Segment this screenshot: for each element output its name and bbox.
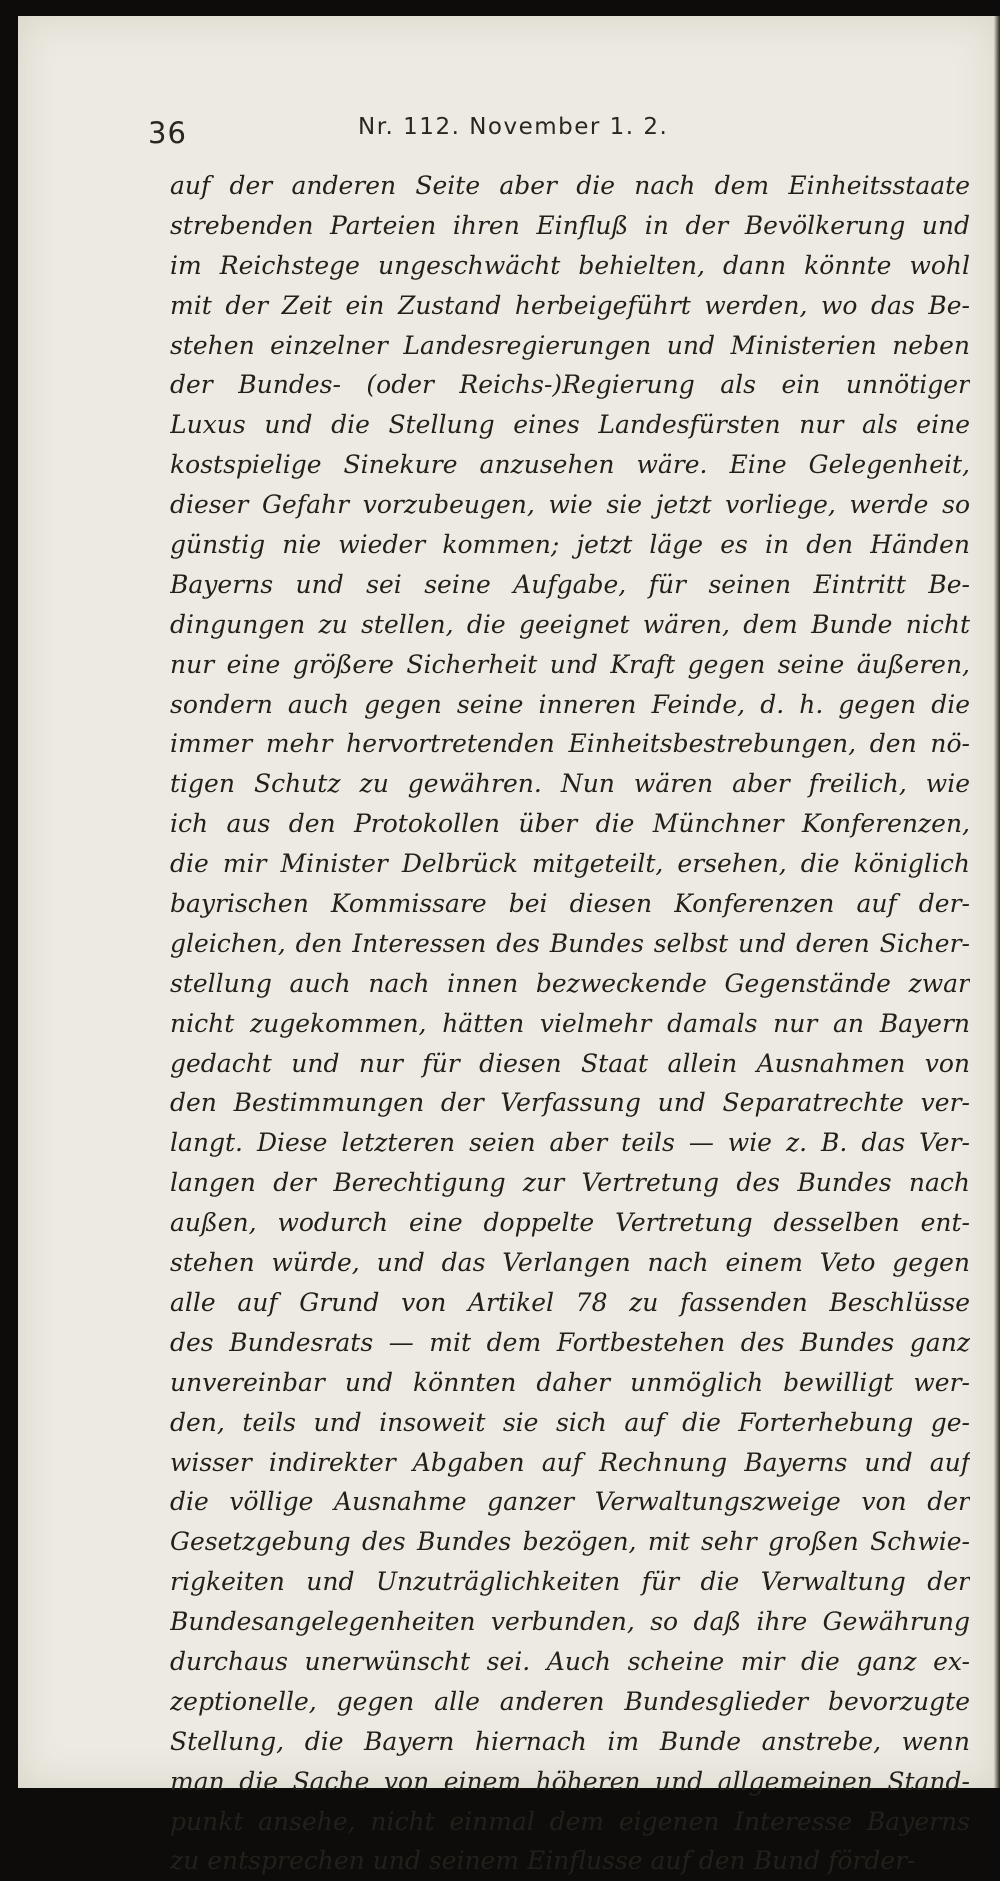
running-title: Nr. 112. November 1. 2. xyxy=(358,114,669,140)
text-line: auf der anderen Seite aber die nach dem Einheitsstaate xyxy=(170,171,970,200)
text-line: Luxus und die Stellung eines Landesfürsten nur als eine xyxy=(170,410,970,440)
text-line: bayrischen Kommissare bei diesen Konferenzen auf der- xyxy=(170,889,970,919)
text-line: Bundesangelegenheiten verbunden, so daß ihre Gewährung xyxy=(170,1607,970,1637)
text-line: strebenden Parteien ihren Einfluß in der Bevölkerung und xyxy=(170,210,970,240)
text-line: zu entsprechen und seinem Einflusse auf den Bund förder- xyxy=(170,1846,916,1876)
text-line: den Bestimmungen der Verfassung und Separatrechte ver- xyxy=(170,1088,970,1118)
text-line: Bayerns und sei seine Aufgabe, für seinen Eintritt Be- xyxy=(170,569,970,599)
text-line: der Bundes- (oder Reichs-)Regierung als ein unnötiger xyxy=(170,370,970,400)
text-line: dingungen zu stellen, die geeignet wären, dem Bunde nicht xyxy=(170,609,970,639)
text-line: gedacht und nur für diesen Staat allein Ausnahmen von xyxy=(170,1048,970,1078)
text-line: durchaus unerwünscht sei. Auch scheine mir die ganz ex- xyxy=(170,1646,970,1676)
text-line: immer mehr hervortretenden Einheitsbestrebungen, den nö- xyxy=(170,729,970,759)
text-line: tigen Schutz zu gewähren. Nun wären aber freilich, wie xyxy=(170,769,970,799)
text-line: stellung auch nach innen bezweckende Gegenstände zwar xyxy=(170,968,970,998)
page-edge xyxy=(994,16,1000,1788)
text-line: den, teils und insoweit sie sich auf die Forterhebung ge- xyxy=(170,1407,970,1437)
text-line: stehen einzelner Landesregierungen und Ministerien neben xyxy=(170,330,970,360)
text-line: langen der Berechtigung zur Vertretung des Bundes nach xyxy=(170,1168,970,1198)
text-line: Stellung, die Bayern hiernach im Bunde anstrebe, wenn xyxy=(170,1726,970,1756)
text-line: sondern auch gegen seine inneren Feinde, d. h. gegen die xyxy=(170,689,970,719)
text-line: unvereinbar und könnten daher unmöglich bewilligt wer- xyxy=(170,1367,970,1397)
text-line: zeptionelle, gegen alle anderen Bundesglieder bevorzugte xyxy=(170,1686,970,1716)
running-header xyxy=(148,96,968,156)
text-line: langt. Diese letzteren seien aber teils — wie z. B. das Ver- xyxy=(170,1128,970,1158)
text-line: rigkeiten und Unzuträglichkeiten für die Verwaltung der xyxy=(170,1567,970,1597)
text-line: ich aus den Protokollen über die Münchner Konferenzen, xyxy=(170,809,970,839)
text-line: Gesetzgebung des Bundes bezögen, mit sehr großen Schwie- xyxy=(170,1527,970,1557)
text-line: gleichen, den Interessen des Bundes selbst und deren Sicher- xyxy=(170,928,970,958)
text-line: stehen würde, und das Verlangen nach einem Veto gegen xyxy=(170,1248,970,1278)
text-line: alle auf Grund von Artikel 78 zu fassenden Beschlüsse xyxy=(170,1287,970,1317)
body-text xyxy=(170,166,970,1881)
text-line: mit der Zeit ein Zustand herbeigeführt werden, wo das Be- xyxy=(170,290,970,320)
page-number: 36 xyxy=(148,116,187,150)
text-line: wisser indirekter Abgaben auf Rechnung Bayerns und auf xyxy=(170,1447,970,1477)
text-line: kostspielige Sinekure anzusehen wäre. Eine Gelegenheit, xyxy=(170,450,970,480)
text-line: dieser Gefahr vorzubeugen, wie sie jetzt vorliege, werde so xyxy=(170,490,970,520)
text-line: nicht zugekommen, hätten vielmehr damals nur an Bayern xyxy=(170,1008,970,1038)
text-line: die mir Minister Delbrück mitgeteilt, ersehen, die königlich xyxy=(170,849,970,879)
text-line: punkt ansehe, nicht einmal dem eigenen Interesse Bayerns xyxy=(170,1806,970,1836)
text-line: im Reichstege ungeschwächt behielten, dann könnte wohl xyxy=(170,250,970,280)
text-line: günstig nie wieder kommen; jetzt läge es in den Händen xyxy=(170,530,970,560)
text-line: nur eine größere Sicherheit und Kraft gegen seine äußeren, xyxy=(170,649,970,679)
text-line: die völlige Ausnahme ganzer Verwaltungszweige von der xyxy=(170,1487,970,1517)
text-line: außen, wodurch eine doppelte Vertretung desselben ent- xyxy=(170,1208,970,1238)
text-line: man die Sache von einem höheren und allgemeinen Stand- xyxy=(170,1766,970,1796)
text-line: des Bundesrats — mit dem Fortbestehen des Bundes ganz xyxy=(170,1327,970,1357)
